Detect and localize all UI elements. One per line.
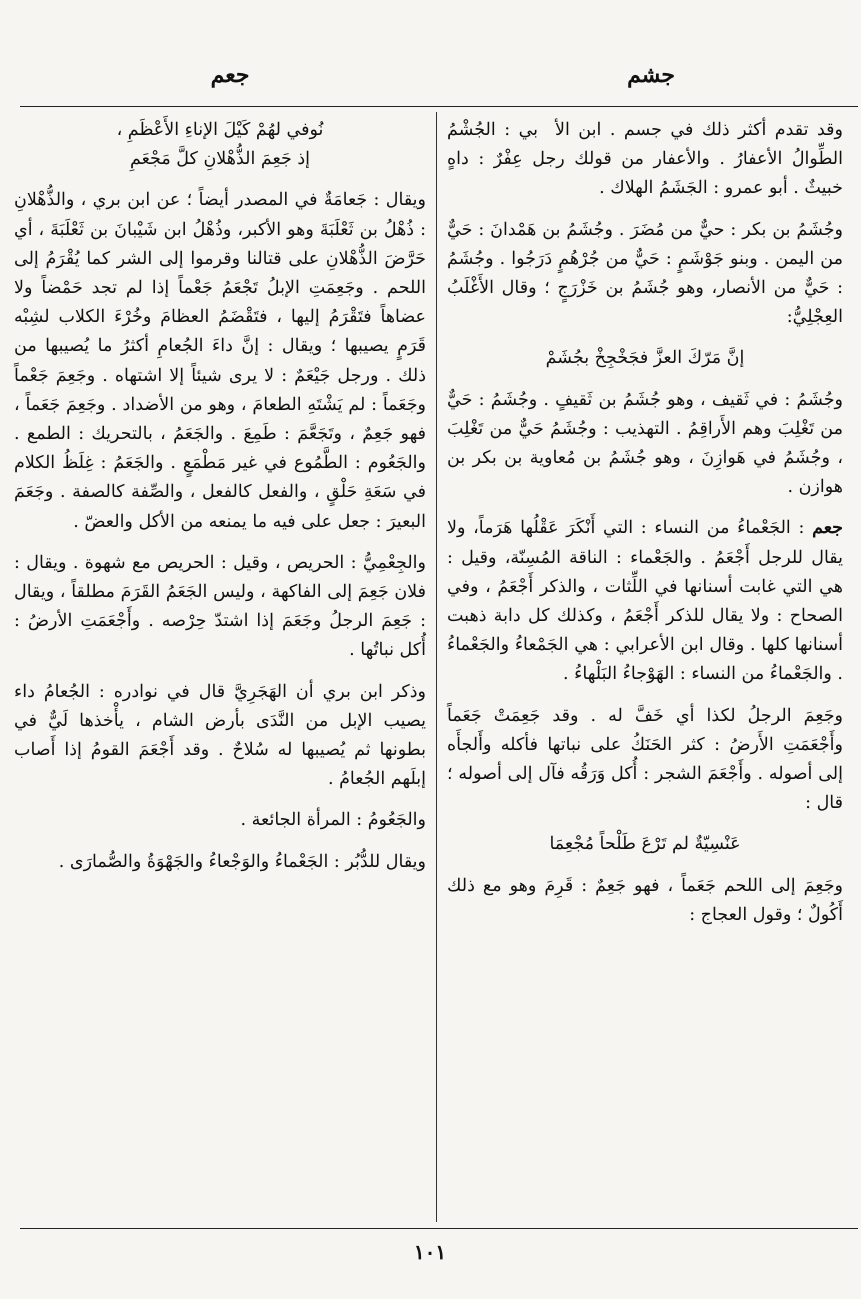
running-header-left: جعم — [210, 62, 250, 88]
verse-line: نُوفي لهُمْ كَيْلَ الإناءِ الأَعْظَمِ ، — [116, 120, 324, 140]
header-rule — [20, 106, 858, 107]
column-divider — [436, 112, 437, 1222]
right-column — [447, 116, 843, 942]
left-column — [14, 116, 426, 889]
verse-line: إنَّ مَرّكَ العزَّ فجَخْجِخْ بجُشَمْ — [545, 348, 745, 369]
verse-line: إذ جَعِمَ الذُّهْلانِ كلَّ مَجْعَمِ — [129, 149, 311, 170]
footer-rule — [20, 1228, 858, 1229]
entry-paragraph: وجُشَمُ : في ثَقيف ، وهو جُشَمُ بن ثَقيفٍ . وجُشَمُ : حَيٌّ من تَغْلِبَ وهم الأَراقِمُ . التهذيب : وجُشَمُ حَيٌّ من تَغْلِبَ ، وجُشَمُ في هَوازِنَ ، وهو جُشَمُ بن مُعاوية بن بكر بن هوازن . — [447, 389, 843, 498]
entry-paragraph: والجَعُومُ : المرأة الجائعة . — [240, 810, 426, 831]
headword: جعم — [812, 518, 843, 539]
verse-line: عَنْسِيّةٌ لم تَرْعَ طَلْحاً مُجْعِمَا — [549, 834, 741, 855]
entry-text: : الجَعْماءُ من النساء : التي أَنْكَرَ عَقْلُها هَرَماً، ولا يقال للرجل أَجْعَمُ . والجَعْماء : الناقة المُسِنّة، وقيل : هي التي غابت أسنانها في اللِّثات ، والذكر أَجْعَمُ ، وفي الصحاح : ولا يقال للذكر أَجْعَمُ ، وكذلك كل دابة ذهبت أسنانها كلها . وقال ابن الأعرابي : هي الجَمْعاءُ والجَعْماءُ . والجَعْماءُ من النساء : الهَوْجاءُ البَلْهاءُ . — [447, 518, 843, 685]
running-header-right: جشم — [627, 62, 675, 88]
entry-paragraph: وجُشَمُ بن بكر : حيٌّ من مُضَرَ . وجُشَمُ بن هَمْدانَ : حَيٌّ من اليمن . وبنو جَوْشَمٍ : حَيٌّ من جُرْهُمٍ دَرَجُوا . وجُشَمُ : حَيٌّ من الأنصار، وهو جُشَمُ بن خَزْرَجٍ ؛ وقال الأَغْلَبُ العِجْلِيُّ: — [447, 219, 843, 328]
entry-paragraph: وجَعِمَ الرجلُ لكذا أي خَفَّ له . وقد جَعِمَتْ جَعَماً وأَجْعَمَتِ الأَرضُ : كثر الحَنَكُ على نباتها فأكله وأَلجأَه إلى أصوله . وأَجْعَمَ الشجر : أُكل وَرَقُه فآل إلى أصوله ؛ قال : — [447, 705, 843, 814]
verse-block — [14, 116, 426, 174]
entry-paragraph: وجَعِمَ إلى اللحم جَعَماً ، فهو جَعِمٌ : قَرِمَ وهو مع ذلك أَكُولٌ ؛ وقول العجاج : — [447, 875, 843, 925]
entry-paragraph: ويقال : جَعامَةٌ في المصدر أيضاً ؛ عن ابن بري ، والذُّهْلانِ : ذُهْلُ بن ثَعْلَبَةَ وهو الأكبر، وذُهْلُ ابن شَيْبانَ بن ثَعْلَبَةَ ، أي حَرَّضَ الذُّهْلانِ على قتالنا وقرموا إلى الشر كما يُقْرَمُ إلى اللحم . وجَعِمَتِ الإبلُ تَجْعَمُ جَعْماً إذا لم تجد حَمْضاً ولا عضاهاً فتَقْرَمُ إليها ، فتَقْضَمُ العظامَ وخُرْءَ الكلاب لشِبْه قَرَمٍ يصيبها ؛ ويقال : إنَّ داءَ الجُعامِ أكثرُ ما يُصيبها من ذلك . ورجل جَيْعَمٌ : لا يرى شيئاً إلا اشتهاه . وجَعِمَ جَعْماً وجَعَماً : لم يَشْتَهِ الطعامَ ، وهو من الأضداد . وجَعِمَ جَعَماً ، فهو جَعِمٌ ، وتَجَعَّمَ : طَمِعَ . والجَعَمُ ، بالتحريك : الطمع . والجَعُوم : الطَّمُوع في غير مَطْمَعٍ . والجَعَمُ : غِلَظُ الكلام في سَعَةِ حَلْقٍ ، والفعل كالفعل ، والصِّفة كالصفة . وجَعَمَ البعيرَ : جعل على فيه ما يمنعه من الأكل والعضّ . — [14, 190, 426, 532]
entry-paragraph — [447, 514, 843, 689]
entry-paragraph: ويقال للدُّبُر : الجَعْماءُ والوَجْعاءُ والجَهْوَةُ والصُّمارَى . — [58, 851, 426, 872]
page-number: ١٠١ — [413, 1240, 447, 1264]
entry-paragraph: وذكر ابن بري أن الهَجَرِيَّ قال في نوادره : الجُعامُ داء يصيب الإبل من النَّدَى بأرض الشام ، يأْخذها لَيٌّ في بطونها ثم يُصيبها له سُلاحٌ . وقد أَجْعَمَ القومُ إذا أَصاب إبلَهم الجُعامُ . — [14, 681, 426, 790]
entry-paragraph: وقد تقدم أكثر ذلك في جسم . ابن الأ ‍ بي : الجُشْمُ الطِّوالُ الأعفارُ . والأعفار من قولك رجل عِفْرٌ : داهٍ خبيثٌ . أبو عمرو : الجَشَمُ الهلاك . — [447, 120, 843, 199]
entry-paragraph: والجِعْمِيُّ : الحريص ، وقيل : الحريص مع شهوة . ويقال : فلان جَعِمَ إلى الفاكهة ، وليس الجَعَمُ القَرَمَ مطلقاً ، ويقال : جَعِمَ الرجلُ وجَعَمَ إذا اشتدّ حِرْصه . وأَجْعَمَتِ الأرضُ : أُكل نباتُها . — [14, 552, 426, 661]
